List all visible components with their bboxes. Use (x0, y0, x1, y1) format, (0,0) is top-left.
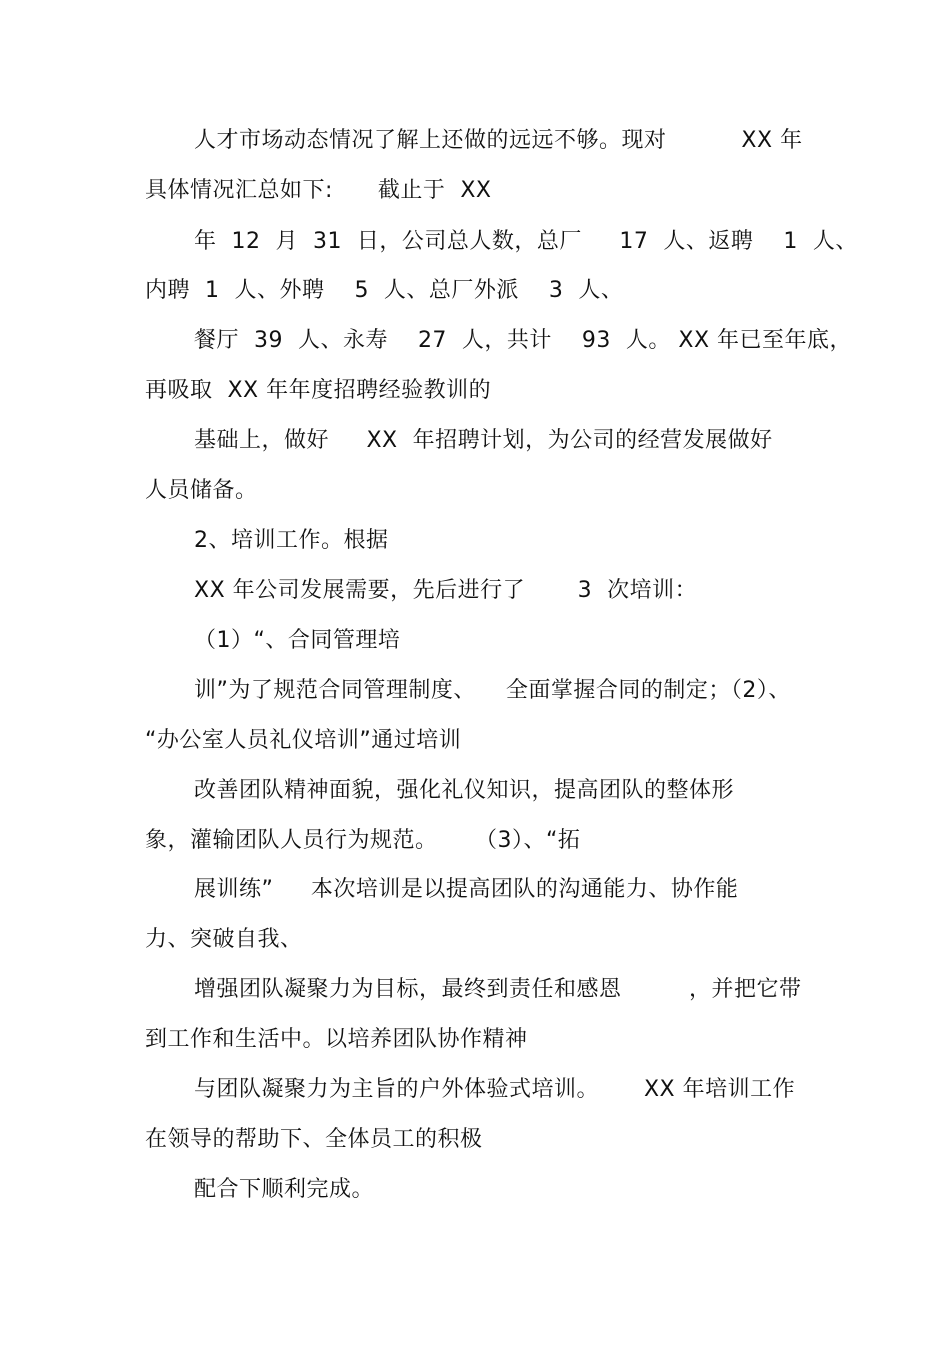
text-line-3: 年 12 月 31 日，公司总人数，总厂 17 人、返聘 1 人、 (194, 229, 858, 254)
text-line-2: 具体情况汇总如下: 截止于 XX (145, 178, 492, 203)
text-line-14: 改善团队精神面貌，强化礼仪知识，提高团队的整体形 (194, 778, 735, 803)
text-line-15: 象，灌输团队人员行为规范。 （3）、“拓 (145, 828, 581, 853)
text-line-8: 人员储备。 (145, 478, 258, 503)
text-line-9: 2、培训工作。根据 (194, 528, 389, 553)
text-line-13: “办公室人员礼仪培训”通过培训 (145, 728, 462, 753)
text-line-5: 餐厅 39 人、永寿 27 人，共计 93 人。 XX 年已至年底， (194, 328, 853, 353)
text-line-12: 训”为了规范合同管理制度、 全面掌握合同的制定；（2）、 (194, 678, 791, 703)
text-line-21: 在领导的帮助下、全体员工的积极 (145, 1127, 483, 1152)
text-line-6: 再吸取 XX 年年度招聘经验教训的 (145, 378, 492, 403)
text-line-7: 基础上，做好 XX 年招聘计划，为公司的经营发展做好 (194, 428, 773, 453)
text-line-20: 与团队凝聚力为主旨的户外体验式培训。 XX 年培训工作 (194, 1077, 796, 1102)
text-line-10: XX 年公司发展需要，先后进行了 3 次培训： (194, 578, 698, 603)
text-line-16: 展训练” 本次培训是以提高团队的沟通能力、协作能 (194, 877, 739, 902)
text-line-19: 到工作和生活中。以培养团队协作精神 (145, 1027, 528, 1052)
text-line-18: 增强团队凝聚力为目标，最终到责任和感恩 ，并把它带 (194, 977, 802, 1002)
text-line-1: 人才市场动态情况了解上还做的远远不够。现对 XX 年 (194, 128, 803, 153)
text-line-11: （1）“、合同管理培 (194, 628, 401, 653)
text-line-4: 内聘 1 人、外聘 5 人、总厂外派 3 人、 (145, 278, 624, 303)
text-line-17: 力、突破自我、 (145, 927, 303, 952)
text-line-22: 配合下顺利完成。 (194, 1177, 375, 1202)
